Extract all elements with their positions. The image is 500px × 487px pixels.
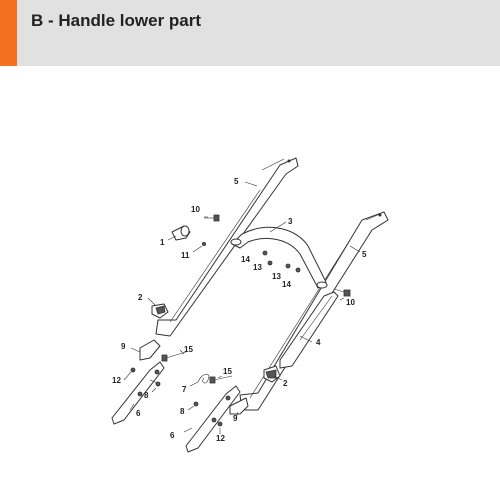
part-1-knob (172, 226, 190, 240)
part-12-nut-left (131, 368, 135, 372)
callout-13-upper: 13 (253, 263, 262, 272)
part-11-washer (202, 242, 205, 245)
part-6-lower-bracket-right (186, 386, 240, 452)
callout-13-lower: 13 (272, 272, 281, 281)
callout-14-lower: 14 (282, 280, 291, 289)
part-13-washer-upper (268, 261, 272, 265)
callout-10-right: 10 (346, 298, 355, 307)
callout-10-left: 10 (191, 205, 200, 214)
callout-5-left: 5 (234, 177, 239, 186)
callout-14-upper: 14 (241, 255, 250, 264)
callout-5-right: 5 (362, 250, 367, 259)
callout-2-right: 2 (283, 379, 288, 388)
part-8-screw-right (194, 402, 198, 406)
part-9-pad-left (140, 340, 160, 360)
part-4-bracket (280, 292, 338, 368)
part-12-nut-right (218, 422, 222, 426)
part-10-screw-left (204, 215, 219, 221)
callout-8-left: 8 (144, 391, 149, 400)
callout-6-left: 6 (136, 409, 141, 418)
callout-9-left: 9 (121, 342, 126, 351)
callout-12-left: 12 (112, 376, 121, 385)
part-2-clip-left (152, 304, 168, 318)
callout-6-right: 6 (170, 431, 175, 440)
callout-15-left: 15 (184, 345, 193, 354)
part-14-nut-lower (296, 268, 300, 272)
part-15-bolt-right (210, 376, 232, 383)
part-8-screw-left (156, 382, 160, 386)
part-5-left-handle-bar (156, 158, 298, 336)
part-14-nut-upper (263, 251, 267, 255)
callout-4: 4 (316, 338, 321, 347)
part-15-bolt-left (162, 352, 186, 361)
callout-3: 3 (288, 217, 293, 226)
callout-1: 1 (160, 238, 165, 247)
callout-8-right: 8 (180, 407, 185, 416)
callout-11: 11 (181, 251, 190, 260)
callout-2-left: 2 (138, 293, 143, 302)
part-7-spring-clip (198, 374, 209, 383)
page-title: B - Handle lower part (31, 11, 202, 30)
callout-12-right: 12 (216, 434, 225, 443)
callout-15-right: 15 (223, 367, 232, 376)
callout-7: 7 (182, 385, 187, 394)
part-13-washer-lower (286, 264, 290, 268)
callout-9-right: 9 (233, 414, 238, 423)
